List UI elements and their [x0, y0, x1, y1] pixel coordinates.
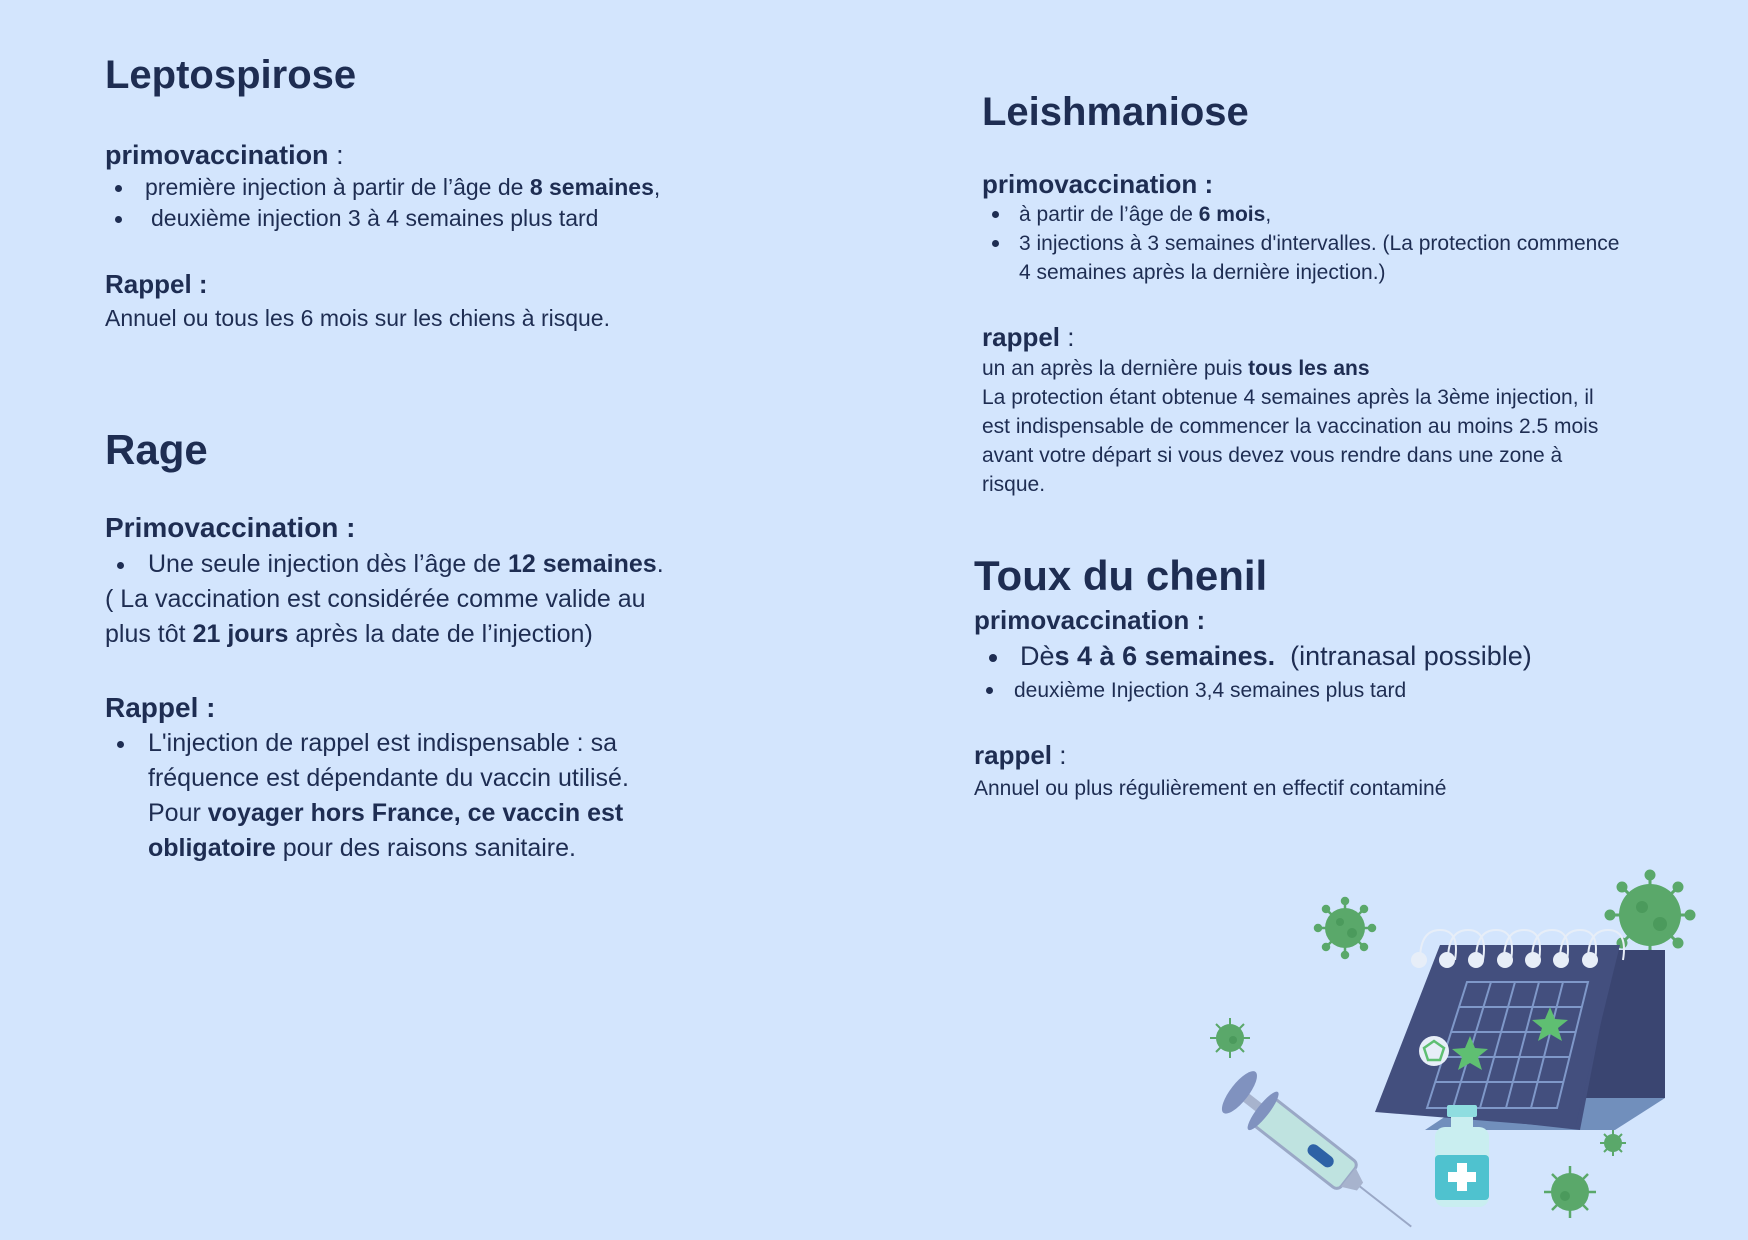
leish-rappel-heading: rappel : — [982, 322, 1075, 352]
rage-title: Rage — [105, 426, 208, 473]
rage-rappel-list — [105, 726, 785, 866]
list-item: à partir de l’âge de 6 mois, — [982, 200, 1702, 229]
lepto-rappel-text: Annuel ou tous les 6 mois sur les chiens à risque. — [105, 305, 610, 331]
virus-icon — [1600, 1130, 1626, 1156]
leish-title: Leishmaniose — [982, 90, 1249, 134]
toux-title: Toux du chenil — [974, 552, 1268, 599]
lepto-primo-list — [105, 172, 785, 234]
list-item: 3 injections à 3 semaines d'intervalles. (La protection commence 4 semaines après la dernière injection.) — [982, 229, 1702, 287]
rage-rappel-heading: Rappel : — [105, 692, 216, 723]
list-item: Une seule injection dès l’âge de 12 semaines. — [105, 547, 785, 582]
list-item: deuxième Injection 3,4 semaines plus tard — [974, 676, 1694, 705]
rage-primo-heading: Primovaccination : — [105, 512, 356, 543]
leish-rappel-text: un an après la dernière puis tous les ans La protection étant obtenue 4 semaines après la 3ème injection, il est indispensable de commencer la vaccination au moins 2.5 mois avant votre départ si vous devez vous rendre dans une zone à risque. — [982, 357, 1599, 496]
leish-primo-list — [982, 200, 1702, 287]
leish-primo-heading: primovaccination : — [982, 169, 1214, 199]
list-item: L'injection de rappel est indispensable : sa fréquence est dépendante du vaccin utilisé. Pour voyager hors France, ce vaccin est obligatoire pour des raisons sanitaire. — [105, 726, 785, 866]
virus-icon — [1210, 1018, 1250, 1058]
list-item: première injection à partir de l’âge de 8 semaines, — [105, 172, 785, 203]
virus-icon — [1315, 898, 1375, 958]
list-item: deuxième injection 3 à 4 semaines plus tard — [105, 203, 785, 234]
lepto-title: Leptospirose — [105, 53, 357, 97]
toux-rappel-text: Annuel ou plus régulièrement en effectif contaminé — [974, 777, 1447, 800]
toux-primo-list — [974, 638, 1694, 705]
lepto-primo-heading: primovaccination : — [105, 140, 344, 170]
toux-primo-heading: primovaccination : — [974, 605, 1206, 635]
lepto-rappel-heading: Rappel : — [105, 269, 208, 299]
list-item: Dès 4 à 6 semaines. (intranasal possible) — [974, 638, 1694, 674]
rage-primo-list — [105, 547, 785, 582]
rage-note: ( La vaccination est considérée comme valide au plus tôt 21 jours après la date de l’injection) — [105, 585, 646, 648]
calendar-icon — [1375, 930, 1665, 1130]
virus-icon — [1544, 1166, 1596, 1218]
toux-rappel-heading: rappel : — [974, 740, 1067, 770]
vaccination-illustration — [1195, 860, 1715, 1230]
